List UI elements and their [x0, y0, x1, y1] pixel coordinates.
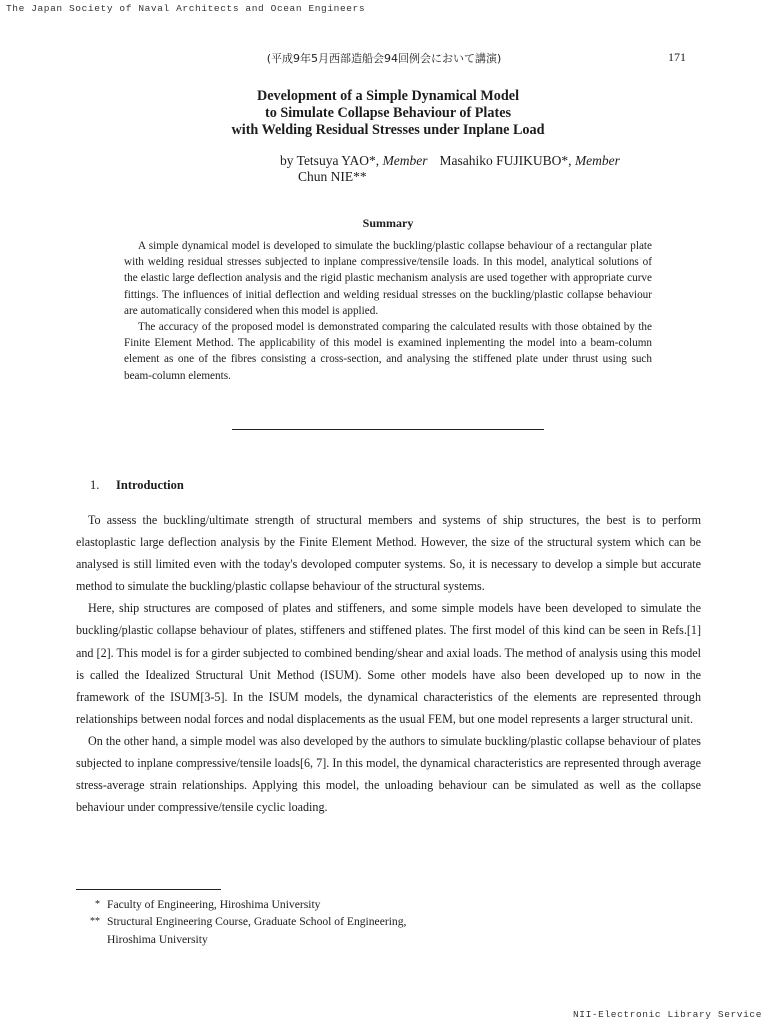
- summary-abstract: [124, 238, 652, 384]
- author-line-2: [298, 169, 620, 185]
- footnotes: [76, 896, 406, 948]
- summary-paragraph: The accuracy of the proposed model is demonstrated comparing the calculated results with those obtained by the Finite Element Method. The applicability of this model is examined inplementing the model into a beam-column element as one of the fibres consisting a cross-section, and analysing the stiffened plate under thrust using such beam-column elements.: [124, 321, 652, 382]
- author-list: [280, 153, 620, 185]
- section-heading: [90, 478, 184, 493]
- footnote: [76, 896, 406, 913]
- summary-paragraph: A simple dynamical model is developed to simulate the buckling/plastic collapse behaviour of a rectangular plate with welding residual stresses subjected to inplane compressive/tensile loads. In this model, analytical solutions of the elastic large deflection analysis and the rigid plastic mechanism analysis are used together with appropriate curve fittings. The influences of initial deflection and welding residual stresses on the buckling/plastic collapse behaviour are automatically considered when this model is applied.: [124, 240, 652, 317]
- section-title: Introduction: [116, 478, 184, 492]
- lecture-note: (平成9年5月西部造船会94回例会において講演): [266, 52, 502, 65]
- body-text: [76, 509, 701, 818]
- summary-heading: Summary: [362, 216, 414, 230]
- footnote-text: Hiroshima University: [107, 932, 208, 946]
- author-role: Member: [574, 153, 620, 168]
- author-prefix: by: [280, 153, 297, 168]
- body-paragraph: Here, ship structures are composed of plates and stiffeners, and some simple models have been developed to simulate the buckling/plastic collapse behaviour of plates, stiffeners and stiffened plates. The first model of this kind can be seen in Refs.[1] and [2]. This model is for a girder subjected to combined bending/shear and axial loads. The method of analysis using this model is called the Idealized Structural Unit Method (ISUM). Some other models have also been developed up to now in the framework of the ISUM[3-5]. In the ISUM models, the dynamical characteristics of the elements are represented through relationships between nodal forces and nodal displacements as the usual FEM, but one model represents a larger structural unit.: [76, 601, 701, 726]
- footnote: [76, 913, 406, 930]
- footnote-text: Faculty of Engineering, Hiroshima University: [107, 898, 321, 911]
- footnote-mark: **: [90, 916, 100, 928]
- library-service-footer: NII-Electronic Library Service: [572, 1009, 762, 1020]
- summary-separator: [232, 429, 544, 430]
- title-line: to Simulate Collapse Behaviour of Plates: [264, 105, 512, 121]
- section-number: 1.: [90, 478, 100, 492]
- footnote-mark: *: [95, 899, 100, 910]
- title-line: with Welding Residual Stresses under Inplane Load: [231, 122, 545, 138]
- paper-title: [0, 88, 768, 139]
- journal-society-header: The Japan Society of Naval Architects and Ocean Engineers: [6, 3, 366, 14]
- body-paragraph: On the other hand, a simple model was also developed by the authors to simulate buckling/plastic collapse behaviour of plates subjected to inplane compressive/tensile loads[6, 7]. In this model, the dynamical characteristics are represented through average stress-average strain relationships. Applying this model, the unloading behaviour can be simulated as well as the collapse behaviour under compressive/tensile cyclic loading.: [76, 733, 701, 815]
- author-name: Masahiko FUJIKUBO*,: [439, 153, 572, 168]
- page-number: 171: [668, 50, 686, 64]
- author-role: Member: [382, 153, 428, 168]
- author-line-1: [280, 153, 620, 169]
- footnote-rule: [76, 889, 221, 890]
- author-name: Chun NIE**: [298, 169, 367, 184]
- author-name: Tetsuya YAO*,: [296, 153, 380, 168]
- title-line: Development of a Simple Dynamical Model: [256, 88, 520, 104]
- footnote-continuation: [76, 931, 406, 948]
- body-paragraph: To assess the buckling/ultimate strength of structural members and systems of ship structures, the best is to perform elastoplastic large deflection analysis by the Finite Element Method. However, the size of the structural system which can be analysed is still limited even with the today's devoloped computer systems. So, it is necessary to develop a simple but accurate method to simulate the buckling/plastic collapse behaviour of the structural systems.: [76, 513, 701, 594]
- footnote-text: Structural Engineering Course, Graduate School of Engineering,: [107, 915, 407, 929]
